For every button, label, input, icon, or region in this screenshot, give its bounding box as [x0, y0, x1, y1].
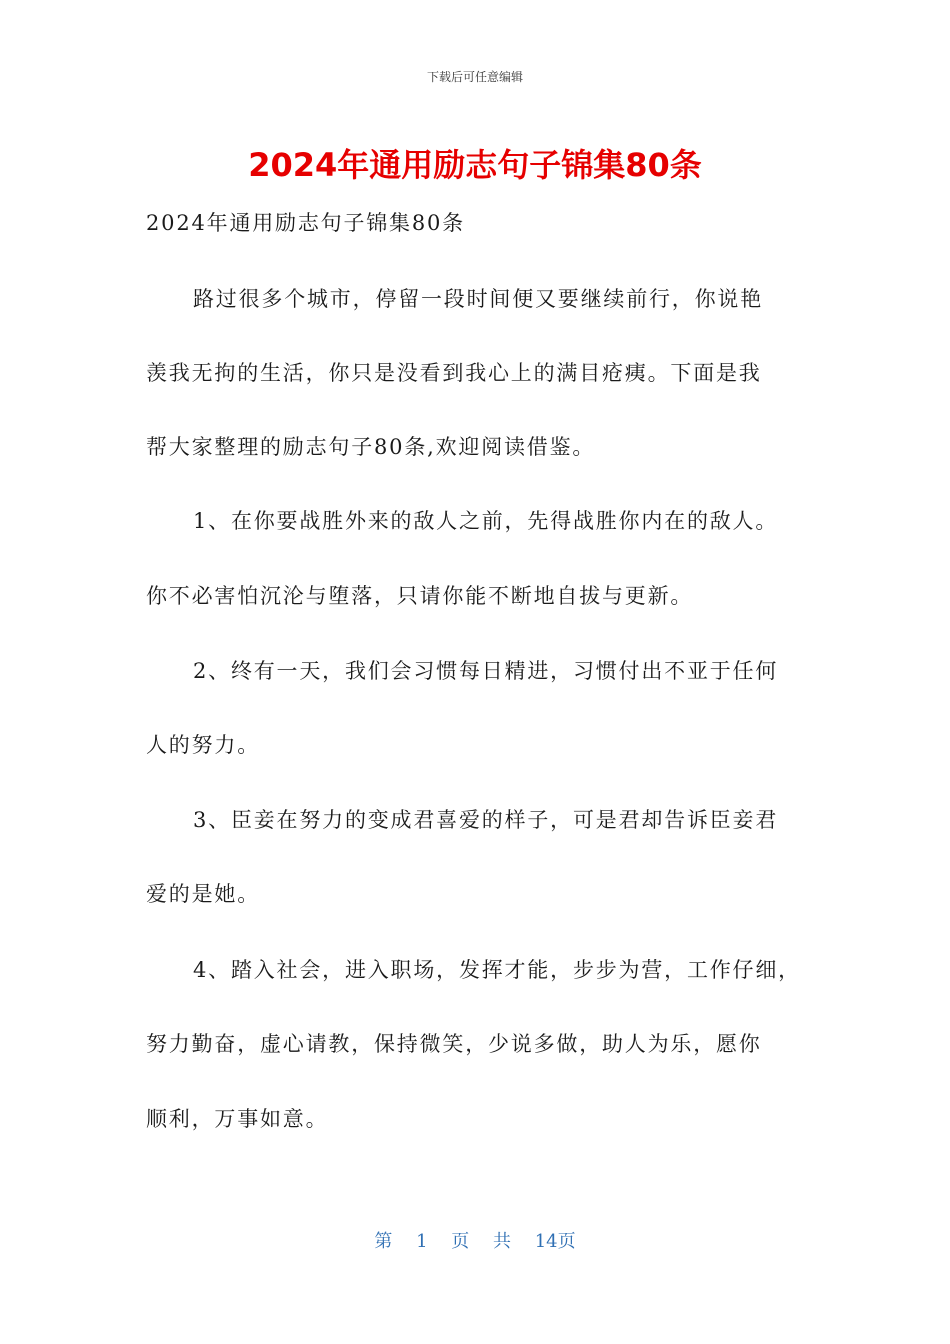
paragraph-line: 顺利，万事如意。	[146, 1107, 329, 1131]
page-footer	[0, 1227, 950, 1253]
paragraph-line: 4、踏入社会，进入职场，发挥才能，步步为营，工作仔细，	[193, 958, 801, 982]
paragraph-line: 帮大家整理的励志句子80条,欢迎阅读借鉴。	[146, 435, 596, 459]
paragraph-line: 人的努力。	[146, 733, 260, 757]
paragraph-line: 2、终有一天，我们会习惯每日精进，习惯付出不亚于任何	[193, 659, 779, 683]
paragraph-line: 羡我无拘的生活，你只是没看到我心上的满目疮痍。下面是我	[146, 361, 762, 385]
paragraph-line: 1、在你要战胜外来的敌人之前，先得战胜你内在的敌人。	[193, 509, 779, 533]
paragraph-line: 你不必害怕沉沦与堕落，只请你能不断地自拔与更新。	[146, 584, 694, 608]
paragraph-line: 努力勤奋，虚心请教，保持微笑，少说多做，助人为乐，愿你	[146, 1032, 762, 1056]
footer-total-pages: 14页	[534, 1231, 576, 1252]
footer-label-total: 共	[493, 1231, 511, 1252]
paragraph-line: 3、臣妾在努力的变成君喜爱的样子，可是君却告诉臣妾君	[193, 808, 779, 832]
paragraph-line: 爱的是她。	[146, 882, 260, 906]
document-title: 2024年通用励志句子锦集80条	[248, 146, 702, 184]
footer-current-page: 1	[416, 1231, 428, 1252]
footer-label-page-unit: 页	[451, 1231, 470, 1252]
header-note: 下载后可任意编辑	[426, 70, 523, 84]
footer-label-page: 第	[374, 1231, 393, 1252]
document-subtitle: 2024年通用励志句子锦集80条	[146, 211, 465, 235]
paragraph-line: 路过很多个城市，停留一段时间便又要继续前行，你说艳	[193, 287, 763, 311]
